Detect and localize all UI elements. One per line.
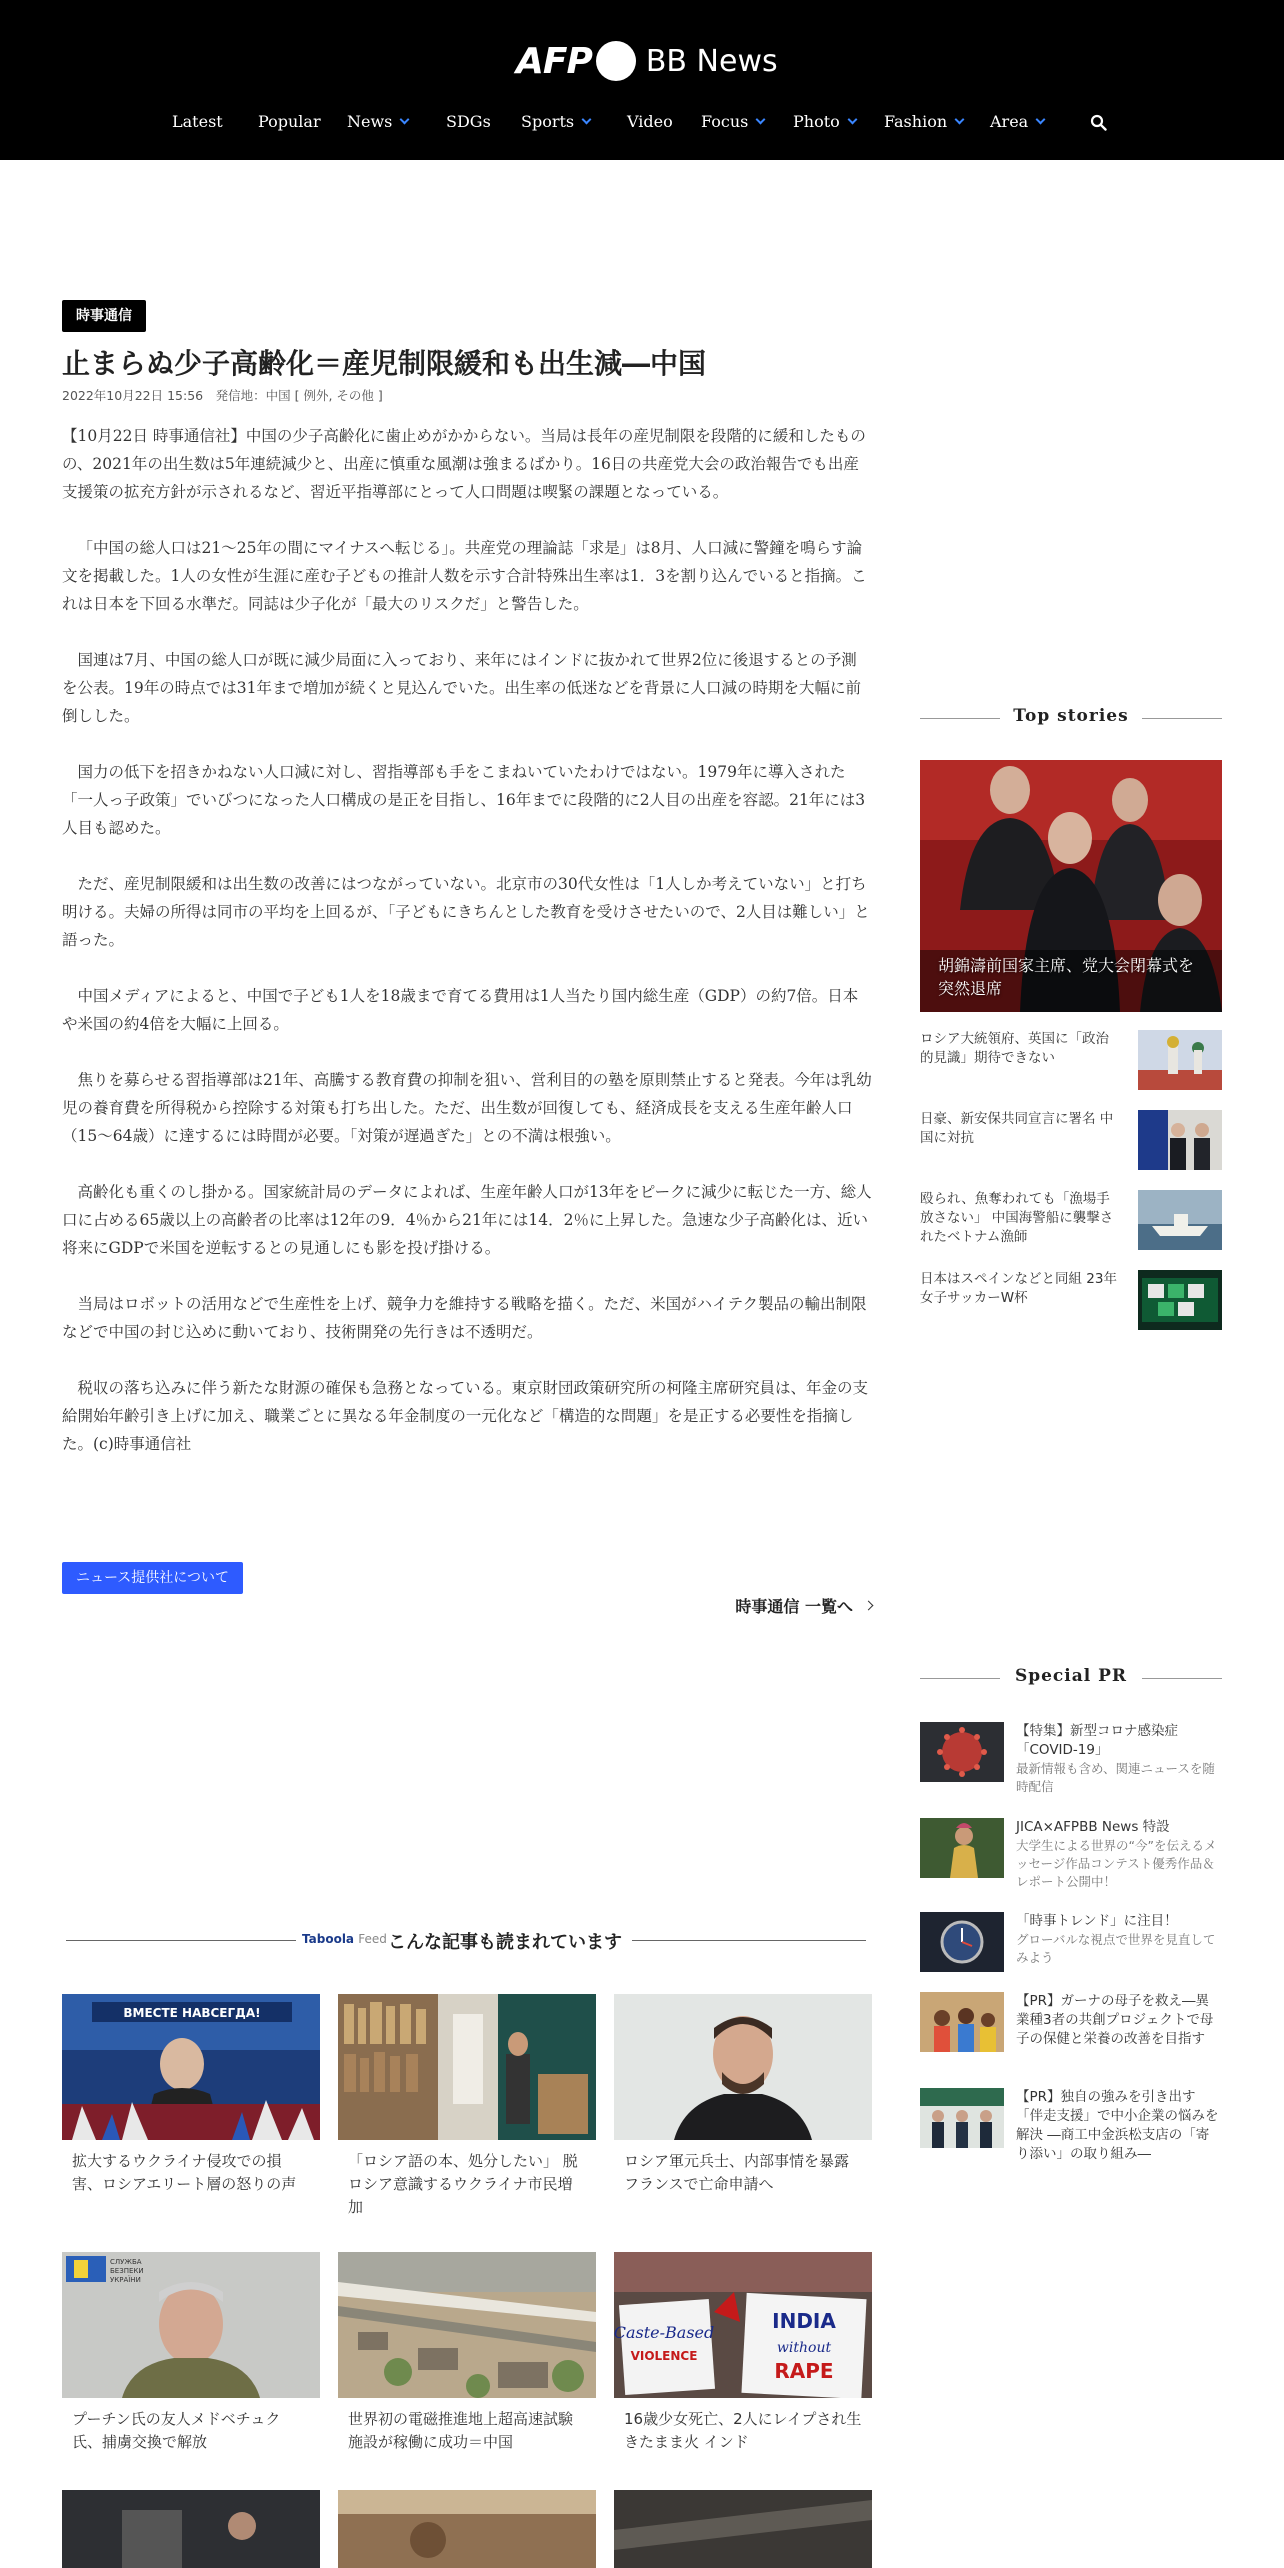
recommended-card[interactable] [62, 1994, 320, 2196]
recommended-card[interactable] [338, 2252, 596, 2454]
news-provider-button[interactable]: ニュース提供社について [62, 1562, 243, 1594]
card-image [338, 2490, 596, 2568]
pr-subtitle: グローバルな視点で世界を見直してみよう [1016, 1932, 1216, 1965]
card-title: 「ロシア語の本、処分したい」 脱ロシア意識するウクライナ市民増加 [348, 2152, 578, 2216]
article-paragraph: 「中国の総人口は21～25年の間にマイナスへ転じる」。共産党の理論誌「求是」は8月、人口減に警鐘を鳴らす論文を掲載した。1人の女性が生涯に産む子どもの推計人数を示す合計特殊出生率は1．3を割り込んでいると指摘。これは日本を下回る水準だ。同誌は少子化が「最大のリスクだ」と警告した。 [62, 539, 867, 613]
card-image [62, 2490, 320, 2568]
story-title: 殴られ、魚奪われても「漁場手放さない」 中国海警船に襲撃されたベトナム漁師 [920, 1191, 1114, 1245]
nav-photo[interactable]: Photo [793, 112, 856, 131]
article-meta: 2022年10月22日 15:56 発信地：中国 [ 例外, その他 ] [62, 388, 383, 403]
chevron-down-icon [582, 115, 592, 125]
article-title: 止まらぬ少子高齢化＝産児制限緩和も出生減―中国 [62, 347, 707, 380]
source-tag[interactable]: 時事通信 [62, 300, 146, 332]
article-paragraph: 当局はロボットの活用などで生産性を上げ、競争力を維持する戦略を描く。ただ、米国がハイテク製品の輸出制限などで中国の封じ込めに動いており、技術開発の先行きは不透明だ。 [62, 1295, 867, 1341]
article-paragraph: 税収の落ち込みに伴う新たな財源の確保も急務となっている。東京財団政策研究所の柯隆主席研究員は、年金の支給開始年齢引き上げに加え、職業ごとに異なる年金制度の一元化など「構造的な問題」を是正する必要性を指摘した。(c)時事通信社 [62, 1379, 869, 1453]
taboola-title: こんな記事も読まれています [388, 1932, 622, 1953]
hero-caption: 胡錦濤前国家主席、党大会閉幕式を突然退席 [938, 956, 1195, 998]
top-story-item[interactable] [920, 1110, 1222, 1174]
nav-sports[interactable]: Sports [521, 112, 590, 131]
pr-title: JICA×AFPBB News 特設 [1016, 1819, 1170, 1835]
recommended-card[interactable] [62, 2252, 320, 2454]
pr-title: 【特集】新型コロナ感染症「COVID-19」 [1016, 1723, 1178, 1758]
card-image [62, 1994, 320, 2140]
search-icon[interactable] [1090, 114, 1108, 132]
nav-sdgs[interactable]: SDGs [446, 112, 491, 131]
afpbb-logo[interactable] [516, 38, 778, 84]
pr-thumbnail [920, 1818, 1004, 1878]
more-jiji-link[interactable] [735, 1594, 872, 1617]
recommended-card[interactable] [338, 2490, 596, 2568]
recommended-card[interactable] [614, 1994, 872, 2196]
svg-text:RAPE: RAPE [774, 2359, 834, 2383]
chevron-down-icon [955, 115, 965, 125]
svg-text:ВМЕСТЕ НАВСЕГДА!: ВМЕСТЕ НАВСЕГДА! [123, 2006, 261, 2020]
card-title: 16歳少女死亡、2人にレイプされ生きたまま火 インド [624, 2410, 862, 2451]
story-title: 日豪、新安保共同宣言に署名 中国に対抗 [920, 1111, 1114, 1146]
nav-latest[interactable]: Latest [172, 112, 223, 131]
svg-text:БЕЗПЕКИ: БЕЗПЕКИ [110, 2267, 144, 2275]
story-thumbnail [1138, 1190, 1222, 1250]
nav-video[interactable]: Video [627, 112, 673, 131]
top-story-hero[interactable] [920, 760, 1222, 1012]
card-image [614, 1994, 872, 2140]
story-title: 日本はスペインなどと同組 23年女子サッカーW杯 [920, 1271, 1117, 1306]
logo-afp-text: AFP [516, 40, 592, 82]
pr-thumbnail [920, 1722, 1004, 1782]
taboola-header [66, 1928, 866, 1952]
pr-subtitle: 最新情報も含め、関連ニュースを随時配信 [1016, 1761, 1215, 1794]
card-title: 世界初の電磁推進地上超高速試験施設が稼働に成功＝中国 [348, 2410, 574, 2451]
svg-text:СЛУЖБА: СЛУЖБА [110, 2258, 142, 2266]
nav-focus[interactable]: Focus [701, 112, 764, 131]
article-paragraph: 国力の低下を招きかねない人口減に対し、習指導部も手をこまねいていたわけではない。1979年に導入された「一人っ子政策」でいびつになった人口構成の是正を目指し、16年までに段階的に2人目の出産を容認。21年には3人目も認めた。 [62, 763, 866, 837]
pr-title: 【PR】独自の強みを引き出す「伴走支援」で中小企業の悩みを解決 ―商工中金浜松支店の「寄り添い」の取り組み― [1016, 2089, 1219, 2162]
article-paragraph: 高齢化も重くのし掛かる。国家統計局のデータによれば、生産年齢人口が13年をピークに減少に転じた一方、総人口に占める65歳以上の高齢者の比率は12年の9．4％から21年には14．2％に上昇した。急速な少子高齢化は、近い将来にGDPで米国を逆転するとの見通しにも影を投げ掛ける。 [62, 1183, 872, 1257]
svg-text:without: without [776, 2340, 832, 2356]
recommended-card[interactable] [614, 2490, 872, 2568]
pr-title: 「時事トレンド」に注目！ [1016, 1913, 1178, 1929]
pr-text [1016, 1722, 1222, 1796]
pr-text [1016, 1992, 1222, 2049]
card-image [614, 2252, 872, 2398]
chevron-down-icon [400, 115, 410, 125]
taboola-logo[interactable]: Taboola Feed [302, 1932, 387, 1946]
chevron-down-icon [756, 115, 766, 125]
site-header [0, 0, 1284, 160]
nav-area[interactable]: Area [990, 112, 1044, 131]
special-pr-header [920, 1666, 1222, 1690]
pr-title: 【PR】ガーナの母子を救え―異業種3者の共創プロジェクトで母子の保健と栄養の改善を目指す [1016, 1993, 1214, 2047]
pr-subtitle: 大学生による世界の“今”を伝えるメッセージ作品コンテスト優秀作品＆レポート公開中！ [1016, 1838, 1217, 1889]
story-title: ロシア大統領府、英国に「政治的見識」期待できない [920, 1031, 1109, 1066]
article-paragraph: 中国メディアによると、中国で子ども1人を18歳まで育てる費用は1人当たり国内総生産（GDP）の約7倍。日本や米国の約4倍を大幅に上回る。 [62, 987, 859, 1033]
nav-news[interactable]: News [347, 112, 408, 131]
top-story-item[interactable] [920, 1190, 1222, 1254]
pr-text [1016, 2088, 1222, 2164]
article-paragraph: 【10月22日 時事通信社】中国の少子高齢化に歯止めがかからない。当局は長年の産児制限を段階的に緩和したものの、2021年の出生数は5年連続減少と、出産に慎重な風潮は強まるばかり。16日の共産党大会の政治報告でも出産支援策の拡充方針が示されるなど、習近平指導部にとって人口問題は喫緊の課題となっている。 [62, 427, 866, 501]
svg-text:VIOLENCE: VIOLENCE [630, 2349, 698, 2363]
card-image [338, 1994, 596, 2140]
article-paragraph: ただ、産児制限緩和は出生数の改善にはつながっていない。北京市の30代女性は「1人しか考えていない」と打ち明ける。夫婦の所得は同市の平均を上回るが、「子どもにきちんとした教育を受けさせたいので、2人目は難しい」と語った。 [62, 875, 870, 949]
card-title: プーチン氏の友人メドベチュク氏、捕虜交換で解放 [72, 2410, 281, 2451]
top-stories-header [920, 706, 1222, 730]
top-story-item[interactable] [920, 1270, 1222, 1334]
pr-thumbnail [920, 1992, 1004, 2052]
chevron-down-icon [847, 115, 857, 125]
story-thumbnail [1138, 1110, 1222, 1170]
top-stories-title: Top stories [1013, 706, 1129, 726]
more-jiji-label: 時事通信 一覧へ [735, 1597, 853, 1616]
card-image [62, 2252, 320, 2398]
card-title: 拡大するウクライナ侵攻での損害、ロシアエリート層の怒りの声 [72, 2152, 297, 2193]
recommended-card[interactable] [614, 2252, 872, 2454]
pr-thumbnail [920, 2088, 1004, 2148]
story-thumbnail [1138, 1030, 1222, 1090]
pr-text [1016, 1818, 1222, 1891]
chevron-down-icon [1036, 115, 1046, 125]
top-story-item[interactable] [920, 1030, 1222, 1094]
card-title: ロシア軍元兵士、内部事情を暴露 フランスで亡命申請へ [624, 2152, 850, 2193]
svg-text:Caste-Based: Caste-Based [614, 2323, 715, 2342]
card-image [614, 2490, 872, 2568]
story-thumbnail [1138, 1270, 1222, 1330]
chevron-right-icon [864, 1601, 874, 1611]
pr-text [1016, 1912, 1222, 1967]
recommended-card[interactable] [338, 1994, 596, 2219]
logo-bb-text: BB News [645, 43, 778, 79]
article-paragraph: 焦りを募らせる習指導部は21年、高騰する教育費の抑制を狙い、営利目的の塾を原則禁止すると発表。今年は乳幼児の養育費を所得税から控除する対策も打ち出した。ただ、出生数が回復しても、経済成長を支える生産年齢人口（15～64歳）に達するには時間が必要。「対策が遅過ぎた」との不満は根強い。 [62, 1071, 872, 1145]
nav-popular[interactable]: Popular [258, 112, 321, 131]
svg-text:INDIA: INDIA [772, 2309, 836, 2333]
article-body [62, 422, 872, 1486]
svg-text:УКРАЇНИ: УКРАЇНИ [110, 2276, 141, 2284]
card-image [338, 2252, 596, 2398]
nav-fashion[interactable]: Fashion [884, 112, 963, 131]
article-paragraph: 国連は7月、中国の総人口が既に減少局面に入っており、来年にはインドに抜かれて世界2位に後退するとの予測を公表。19年の時点では31年まで増加が続くと見込んでいた。出生率の低迷などを背景に人口減の時期を大幅に前倒しした。 [62, 651, 861, 725]
logo-circle-icon [596, 41, 636, 81]
special-pr-title: Special PR [1014, 1666, 1128, 1686]
pr-thumbnail [920, 1912, 1004, 1972]
recommended-card[interactable] [62, 2490, 320, 2568]
